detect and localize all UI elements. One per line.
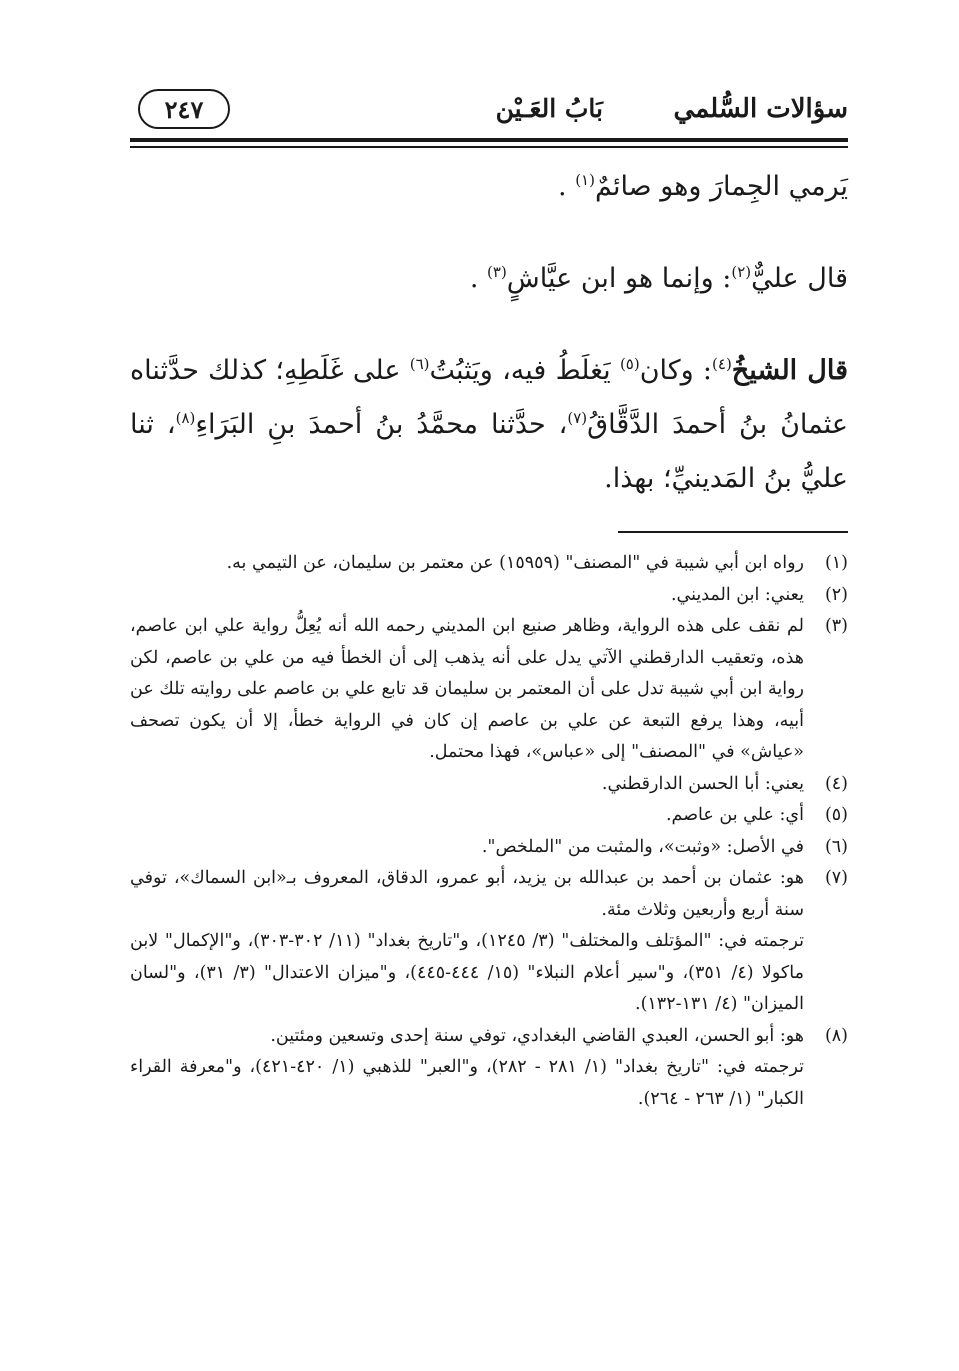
footnote-ref-5: (٥) bbox=[619, 355, 640, 373]
page-number: ٢٤٧ bbox=[138, 89, 230, 129]
para3-part-c: على غَلَطِهِ؛ كذلك حدَّثناه عثمانُ بنُ أحمدَ الدَّقَّاقُ bbox=[130, 355, 848, 440]
footnote-number: (٤) bbox=[824, 773, 848, 794]
page-header bbox=[130, 86, 848, 136]
line1-text: يَرمي الجِمارَ وهو صائمٌ bbox=[594, 171, 848, 202]
footnote-ref-6: (٦) bbox=[409, 355, 430, 373]
line2-part-a: قال عليٌّ bbox=[751, 263, 848, 294]
footnote-5 bbox=[130, 800, 848, 832]
footnote-text: هو: عثمان بن أحمد بن عبدالله بن يزيد، أبو عمرو، الدقاق، المعروف بـ«ابن السماك»، توفي سنة أربع وأربعين وثلاث مئة. bbox=[130, 868, 804, 920]
footnote-text: هو: أبو الحسن، العبدي القاضي البغدادي، توفي سنة إحدى وتسعين ومئتين. bbox=[270, 1025, 804, 1046]
footnote-number: (٨) bbox=[824, 1025, 848, 1046]
line2-end: . bbox=[469, 263, 488, 294]
footnote-number: (٣) bbox=[824, 616, 848, 636]
footnote-ref-1: (١) bbox=[575, 171, 595, 189]
line1-end: . bbox=[558, 171, 576, 202]
footnote-separator bbox=[618, 531, 848, 533]
footnote-number: (٦) bbox=[824, 836, 848, 857]
footnote-sources: ترجمته في: "المؤتلف والمختلف" (٣/ ١٢٤٥)، و"تاريخ بغداد" (١١/ ٣٠٢-٣٠٣)، و"الإكمال" لابن ماكولا (٤/ ٣٥١)، و"سير أعلام النبلاء" (١٥/ ٤٤٤-٤٤٥)، و"ميزان الاعتدال" (٣/ ٣١)، و"لسان الميزان" (٤/ ١٣١-١٣٢). bbox=[130, 931, 805, 1014]
footnotes bbox=[130, 548, 848, 1115]
footnote-ref-3: (٣) bbox=[487, 263, 507, 281]
footnote-4 bbox=[130, 769, 848, 801]
header-rule-thin bbox=[130, 146, 848, 148]
footnote-number: (٢) bbox=[824, 584, 848, 605]
para3-part-a: : وكان bbox=[639, 355, 713, 386]
footnote-ref-2: (٢) bbox=[731, 263, 752, 281]
footnote-3 bbox=[130, 611, 848, 769]
footnote-1 bbox=[130, 548, 848, 580]
footnote-text: يعني: ابن المديني. bbox=[670, 584, 804, 605]
main-paragraph-3 bbox=[130, 344, 848, 506]
footnote-number: (١) bbox=[824, 553, 848, 573]
footnote-number: (٧) bbox=[824, 868, 848, 888]
footnote-text: أي: علي بن عاصم. bbox=[665, 805, 804, 825]
para3-part-d: ، حدَّثنا محمَّدُ بنُ أحمدَ بنِ البَرَاءِ bbox=[195, 409, 568, 440]
footnote-7 bbox=[130, 863, 848, 1021]
para3-part-b: يَغلَطُ فيه، ويَثبُتُ bbox=[429, 355, 620, 386]
header-rule-thick bbox=[130, 138, 848, 142]
footnote-text: يعني: أبا الحسن الدارقطني. bbox=[601, 773, 804, 794]
footnote-text: رواه ابن أبي شيبة في "المصنف" (١٥٩٥٩) عن معتمر بن سليمان، عن التيمي به. bbox=[226, 553, 804, 573]
chapter-title: بَابُ العَـيْن bbox=[495, 94, 603, 123]
main-line-1 bbox=[130, 160, 848, 214]
footnote-2 bbox=[130, 580, 848, 612]
main-line-2 bbox=[130, 252, 848, 306]
footnote-8 bbox=[130, 1021, 848, 1116]
footnote-text: لم نقف على هذه الرواية، وظاهر صنيع ابن المديني رحمه الله أنه يُعِلُّ رواية علي ابن عاصم، هذه، وتعقيب الدارقطني الآتي يدل على أنه يذهب إلى أن الخطأ فيه من علي بن عاصم، لكن رواية ابن أبي شيبة تدل على أن المعتمر بن سليمان قد تابع علي بن عاصم على روايته تلك عن أبيه، وهذا يرفع التبعة عن علي بن عاصم إن كان في الرواية خطأ، إلا أن يكون تصحف «عياش» في "المصنف" إلى «عباس»، فهذا محتمل. bbox=[130, 616, 804, 762]
main-text bbox=[130, 160, 848, 506]
sheikh-label: قال الشيخُ bbox=[731, 355, 848, 386]
footnote-6 bbox=[130, 832, 848, 864]
footnote-number: (٥) bbox=[824, 805, 848, 825]
footnote-ref-8: (٨) bbox=[175, 409, 196, 427]
footnote-ref-4: (٤) bbox=[712, 355, 732, 373]
line2-part-b: : وإنما هو ابن عيَّاشٍ bbox=[506, 263, 732, 294]
footnote-ref-7: (٧) bbox=[567, 409, 588, 427]
book-title: سؤالات السُّلمي bbox=[673, 94, 848, 124]
footnote-text: في الأصل: «وثبت»، والمثبت من "الملخص". bbox=[481, 836, 804, 857]
para3-part-e: ، ثنا عليُّ بنُ المَدينيِّ؛ بهذا. bbox=[130, 409, 848, 494]
footnote-sources: ترجمته في: "تاريخ بغداد" (١/ ٢٨١ - ٢٨٢)، و"العبر" للذهبي (١/ ٤٢٠-٤٢١)، و"معرفة القراء الكبار" (١/ ٢٦٣ - ٢٦٤). bbox=[130, 1057, 804, 1109]
